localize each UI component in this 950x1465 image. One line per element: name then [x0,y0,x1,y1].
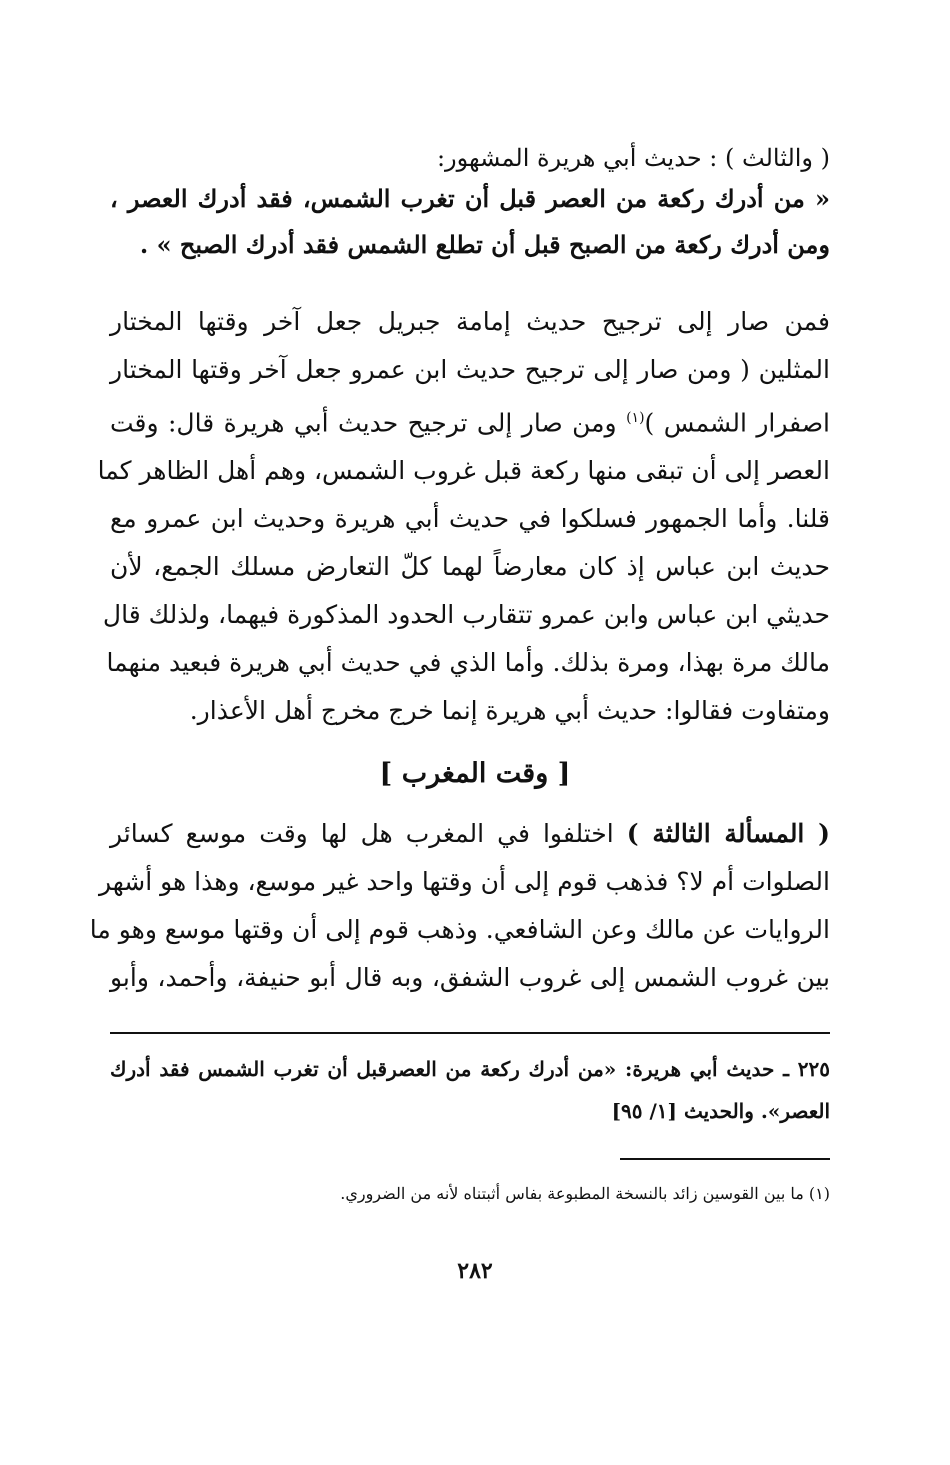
footnote-marker: (١) [626,410,645,426]
text-fragment: اصفرار الشمس ) [644,408,830,438]
hadith-reference-note [110,1048,830,1132]
text-line: حديثي ابن عباس وابن عمرو تتقارب الحدود المذكورة فيهما، ولذلك قال [102,600,830,630]
page-number: ٢٨٢ [457,1258,493,1284]
text-line: قلنا. وأما الجمهور فسلكوا في حديث أبي هريرة وحديث ابن عمرو مع [110,504,830,534]
text-line: العصر إلى أن تبقى منها ركعة قبل غروب الشمس، وهم أهل الظاهر كما [97,456,830,486]
text-line: ومتفاوت فقالوا: حديث أبي هريرة إنما خرج مخرج أهل الأعذار. [189,696,830,726]
text-line: المثلين ( ومن صار إلى ترجيح حديث ابن عمرو جعل آخر وقتها المختار [110,355,830,384]
text-fragment: ومن صار إلى ترجيح حديث أبي هريرة قال: وقت [110,408,617,438]
text-line: بين غروب الشمس إلى غروب الشفق، وبه قال أبو حنيفة، وأحمد، وأبو [110,963,830,992]
paragraph-maghrib [89,810,830,1002]
footnote [110,1178,830,1210]
opening-line: ( والثالث ) : حديث أبي هريرة المشهور: [436,144,830,172]
main-divider [110,1032,830,1034]
hadith-line: ومن أدرك ركعة من الصبح قبل أن تطلع الشمس فقد أدرك الصبح » . [139,230,830,259]
section-heading: [ وقت المغرب ] [379,758,571,789]
note-line: العصر». والحديث [١/ ٩٥] [611,1099,830,1123]
text-line: حديث ابن عباس إذ كان معارضاً لهما كلّ التعارض مسلك الجمع، لأن [110,552,830,582]
paragraph-asr-times [97,298,830,735]
issue-label: ( المسألة الثالثة ) [626,819,830,848]
text-line [110,810,830,858]
text-line: الصلوات أم لا؟ فذهب قوم إلى أن وقتها واحد غير موسع، وهذا هو أشهر [98,867,830,896]
opening-passage [110,140,830,268]
footnote-divider [620,1158,830,1160]
text-line: فمن صار إلى ترجيح حديث إمامة جبريل جعل آخر وقتها المختار [110,307,830,336]
text-line: الروايات عن مالك وعن الشافعي. وذهب قوم إلى أن وقتها موسع وهو ما [89,915,830,944]
text-line [110,394,830,447]
text-line: مالك مرة بهذا، ومرة بذلك. وأما الذي في حديث أبي هريرة فبعيد منهما [106,648,830,678]
note-line: ٢٢٥ ـ حديث أبي هريرة: «من أدرك ركعة من العصرقبل أن تغرب الشمس فقد أدرك [110,1057,830,1081]
footnote-text: (١) ما بين القوسين زائد بالنسخة المطبوعة بفاس أثبتناه لأنه من الضروري. [340,1184,830,1203]
hadith-line: « من أدرك ركعة من العصر قبل أن تغرب الشمس، فقد أدرك العصر ، [110,184,830,213]
text-fragment: اختلفوا في المغرب هل لها وقت موسع كسائر [110,819,614,848]
